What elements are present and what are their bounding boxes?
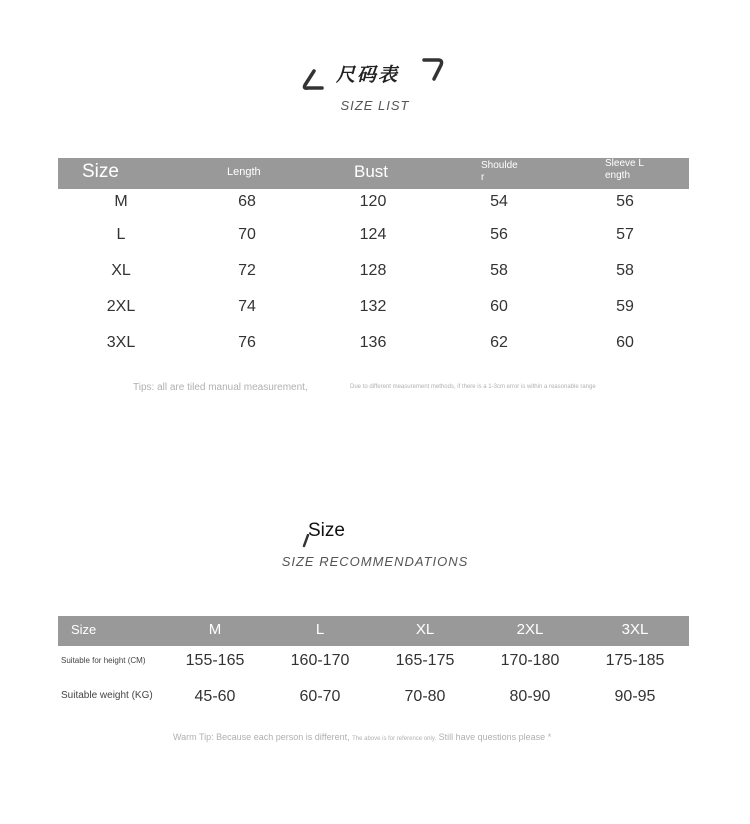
cell-size: 2XL [106, 298, 136, 315]
size-list-title [0, 55, 750, 115]
cell-length: 76 [238, 334, 256, 351]
cell-shoulder: 56 [490, 226, 508, 243]
header-shoulder: Shoulder [481, 160, 518, 183]
cell-length: 70 [238, 226, 256, 243]
table-row [58, 298, 689, 326]
cell-shoulder: 58 [490, 262, 508, 279]
header-size: Size [82, 161, 119, 182]
weight-xl: 70-80 [404, 688, 446, 705]
weight-2xl: 80-90 [509, 688, 551, 705]
size-list-title-cn: 尺码表 [336, 64, 400, 86]
cell-sleeve: 58 [616, 262, 634, 279]
header-2xl: 2XL [516, 621, 544, 638]
recommend-table-header [58, 616, 689, 646]
cell-shoulder: 62 [490, 334, 508, 351]
size-table-header [58, 158, 689, 189]
cell-shoulder: 60 [490, 298, 508, 315]
cell-sleeve: 56 [616, 193, 634, 210]
cell-sleeve: 59 [616, 298, 634, 315]
header-xl: XL [415, 621, 435, 638]
weight-3xl: 90-95 [614, 688, 656, 705]
cell-sleeve: 57 [616, 226, 634, 243]
header-3xl: 3XL [621, 621, 649, 638]
table-row [58, 193, 689, 221]
height-l: 160-170 [290, 652, 350, 669]
warm-tip-c: Still have questions please * [438, 732, 552, 742]
header-l: L [315, 621, 325, 638]
height-label: Suitable for height (CM) [61, 656, 146, 665]
table-row [58, 226, 689, 254]
cell-size: XL [111, 262, 131, 279]
cell-sleeve: 60 [616, 334, 634, 351]
height-xl: 165-175 [395, 652, 455, 669]
table-row [58, 262, 689, 290]
warm-tip-b: The above is for reference only. [352, 736, 437, 742]
cell-bust: 128 [359, 262, 387, 279]
header-length: Length [227, 166, 261, 178]
size-list-subtitle: SIZE LIST [340, 98, 410, 113]
cell-length: 72 [238, 262, 256, 279]
height-3xl: 175-185 [605, 652, 665, 669]
cell-shoulder: 54 [490, 193, 508, 210]
cell-bust: 120 [359, 193, 387, 210]
recommendations-subtitle: SIZE RECOMMENDATIONS [281, 554, 469, 569]
cell-size: L [116, 226, 126, 243]
header-m: M [208, 621, 222, 638]
cell-bust: 136 [359, 334, 387, 351]
height-row [58, 652, 689, 680]
header-size: Size [71, 622, 97, 637]
recommendations-title [0, 520, 750, 580]
cell-length: 74 [238, 298, 256, 315]
header-sleeve-length: Sleeve Length [605, 158, 644, 181]
bracket-left-icon [300, 67, 326, 93]
weight-m: 45-60 [194, 688, 236, 705]
height-m: 155-165 [185, 652, 245, 669]
bracket-right-icon [420, 55, 446, 81]
weight-label: Suitable weight (KG) [61, 690, 153, 701]
measurement-tip: Tips: all are tiled manual measurement, [133, 382, 308, 393]
measurement-tip-small: Due to different measurement methods, if there is a 1-3cm error is within a reasonable range [350, 384, 596, 390]
cell-size: M [114, 193, 128, 210]
warm-tip [173, 732, 551, 742]
recommendations-title-word: Size [308, 520, 345, 541]
cell-bust: 124 [359, 226, 387, 243]
cell-length: 68 [238, 193, 256, 210]
weight-l: 60-70 [299, 688, 341, 705]
header-bust: Bust [354, 162, 389, 181]
cell-bust: 132 [359, 298, 387, 315]
weight-row [58, 688, 689, 716]
height-2xl: 170-180 [500, 652, 560, 669]
cell-size: 3XL [106, 334, 136, 351]
table-row [58, 334, 689, 362]
warm-tip-a: Warm Tip: Because each person is different, [173, 732, 350, 742]
